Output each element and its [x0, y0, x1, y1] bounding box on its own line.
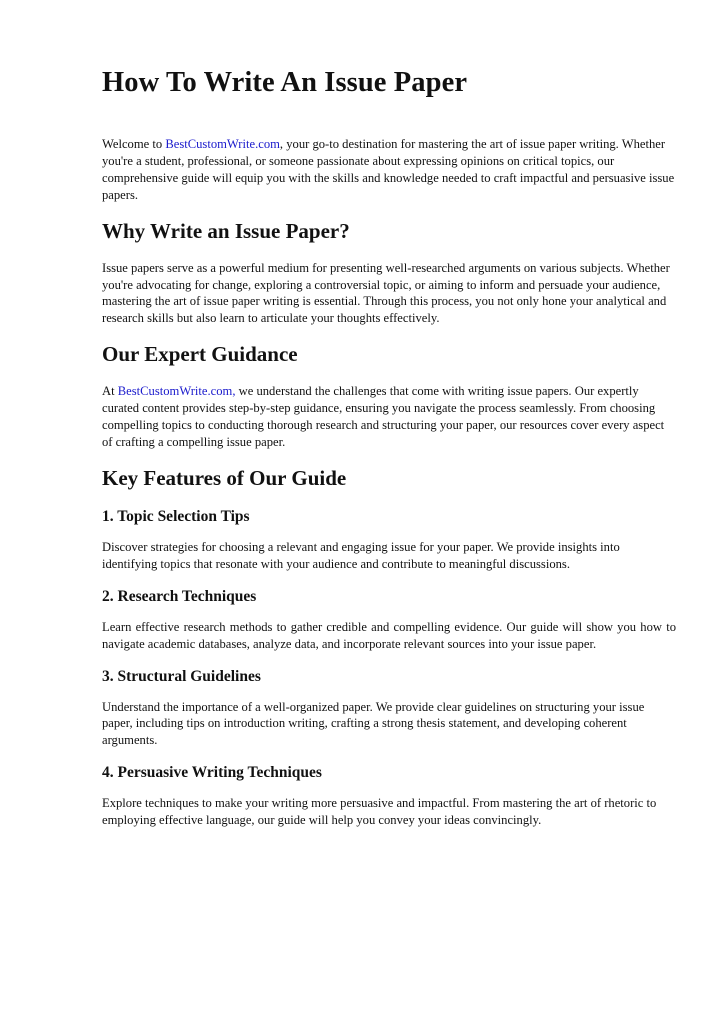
feature-heading-research: 2. Research Techniques — [102, 587, 257, 605]
intro-prefix: Welcome to — [102, 137, 166, 151]
guidance-paragraph — [102, 383, 676, 451]
feature-heading-structural: 3. Structural Guidelines — [102, 667, 261, 685]
why-heading: Why Write an Issue Paper? — [102, 218, 350, 243]
guidance-heading: Our Expert Guidance — [102, 342, 298, 367]
feature-text-structural: Understand the importance of a well-organized paper. We provide clear guidelines on structuring your issue paper, including tips on introduction writing, crafting a strong thesis statement, and developing coherent arguments. — [102, 699, 645, 748]
feature-heading-topic-selection: 1. Topic Selection Tips — [102, 507, 250, 525]
why-paragraph: Issue papers serve as a powerful medium for presenting well-researched arguments on various subjects. Whether you're advocating for change, exploring a controversial topic, or aiming to inform and persuade your audience, mastering the art of issue paper writing is essential. Through this process, you not only hone your analytical and research skills but also learn to articulate your thoughts effectively. — [102, 260, 670, 326]
guidance-site-link[interactable]: BestCustomWrite.com, — [117, 384, 236, 399]
feature-text-research: Learn effective research methods to gather credible and compelling evidence. Our guide will show you how to navigate academic databases, analyze data, and incorporate relevant sources into your issue paper. — [102, 619, 676, 651]
features-heading: Key Features of Our Guide — [102, 465, 347, 490]
intro-text: , your go-to destination for mastering the art of issue paper writing. Whether you're a student, professional, or someone passionate about expressing opinions on critical topics, our comprehensive guide will equip you with the skills and knowledge needed to craft impactful and persuasive issue papers. — [102, 137, 675, 202]
feature-text-topic-selection: Discover strategies for choosing a relevant and engaging issue for your paper. We provide insights into identifying topics that resonate with your audience and contribute to meaningful discussions. — [102, 539, 620, 571]
feature-text-persuasive: Explore techniques to make your writing more persuasive and impactful. From mastering the art of rhetoric to employing effective language, our guide will help you convey your ideas convincingly. — [102, 796, 657, 828]
intro-site-link[interactable]: BestCustomWrite.com — [165, 137, 280, 151]
guidance-text: we understand the challenges that come with writing issue papers. Our expertly curated content provides step-by-step guidance, ensuring you navigate the process seamlessly. From choosing compelling topics to conducting thorough research and structuring your paper, our resources cover every aspect of crafting a compelling issue paper. — [102, 384, 665, 449]
intro-paragraph — [102, 136, 676, 204]
guidance-prefix: At — [102, 384, 118, 399]
feature-heading-persuasive: 4. Persuasive Writing Techniques — [102, 764, 322, 782]
page-title: How To Write An Issue Paper — [102, 67, 468, 98]
